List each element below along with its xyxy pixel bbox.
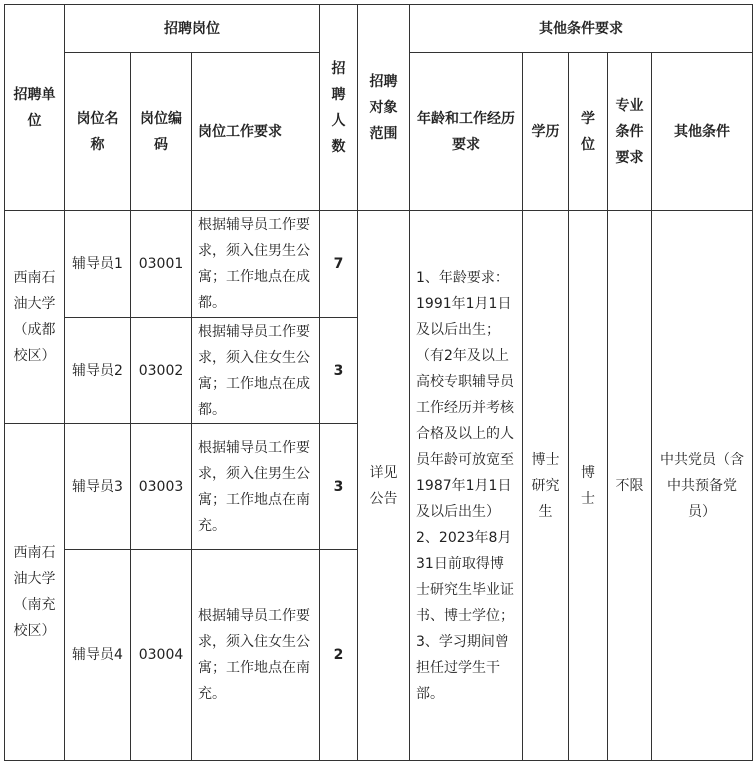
header-count: 招聘人数: [320, 5, 358, 211]
header-degree: 学位: [569, 53, 608, 211]
post-count: 7: [320, 211, 358, 318]
post-code: 03004: [131, 550, 192, 761]
post-name: 辅导员3: [65, 424, 131, 550]
post-requirement: 根据辅导员工作要求，须入住男生公寓；工作地点在南充。: [192, 424, 320, 550]
header-education: 学历: [523, 53, 569, 211]
age-exp-cell: 1、年龄要求：1991年1月1日及以后出生；（有2年及以上高校专职辅导员工作经历并考核合格及以上的人员年龄可放宽至1987年1月1日及以后出生）2、2023年8月31日前取得博士研究生毕业证书、博士学位；3、学习期间曾担任过学生干部。: [410, 211, 523, 761]
post-count: 3: [320, 424, 358, 550]
post-code: 03002: [131, 318, 192, 424]
recruitment-table: [4, 4, 753, 761]
post-name: 辅导员4: [65, 550, 131, 761]
unit-chengdu: 西南石油大学（成都校区）: [5, 211, 65, 424]
header-unit: 招聘单位: [5, 5, 65, 211]
post-requirement: 根据辅导员工作要求，须入住男生公寓；工作地点在成都。: [192, 211, 320, 318]
major-cell: 不限: [608, 211, 652, 761]
post-requirement: 根据辅导员工作要求，须入住女生公寓；工作地点在成都。: [192, 318, 320, 424]
post-name: 辅导员1: [65, 211, 131, 318]
post-requirement: 根据辅导员工作要求，须入住女生公寓；工作地点在南充。: [192, 550, 320, 761]
header-other-group: 其他条件要求: [410, 5, 753, 53]
degree-cell: 博士: [569, 211, 608, 761]
header-age-exp: 年龄和工作经历要求: [410, 53, 523, 211]
post-count: 2: [320, 550, 358, 761]
header-post-name: 岗位名称: [65, 53, 131, 211]
table-row: [5, 211, 753, 318]
post-code: 03001: [131, 211, 192, 318]
scope-cell: 详见公告: [358, 211, 410, 761]
header-position-group: 招聘岗位: [65, 5, 320, 53]
header-post-code: 岗位编码: [131, 53, 192, 211]
header-major: 专业条件要求: [608, 53, 652, 211]
post-count: 3: [320, 318, 358, 424]
other-cell: 中共党员（含中共预备党员）: [652, 211, 753, 761]
post-code: 03003: [131, 424, 192, 550]
header-scope: 招聘对象范围: [358, 5, 410, 211]
header-other: 其他条件: [652, 53, 753, 211]
header-post-requirements: 岗位工作要求: [192, 53, 320, 211]
unit-nanchong: 西南石油大学（南充校区）: [5, 424, 65, 761]
post-name: 辅导员2: [65, 318, 131, 424]
education-cell: 博士研究生: [523, 211, 569, 761]
